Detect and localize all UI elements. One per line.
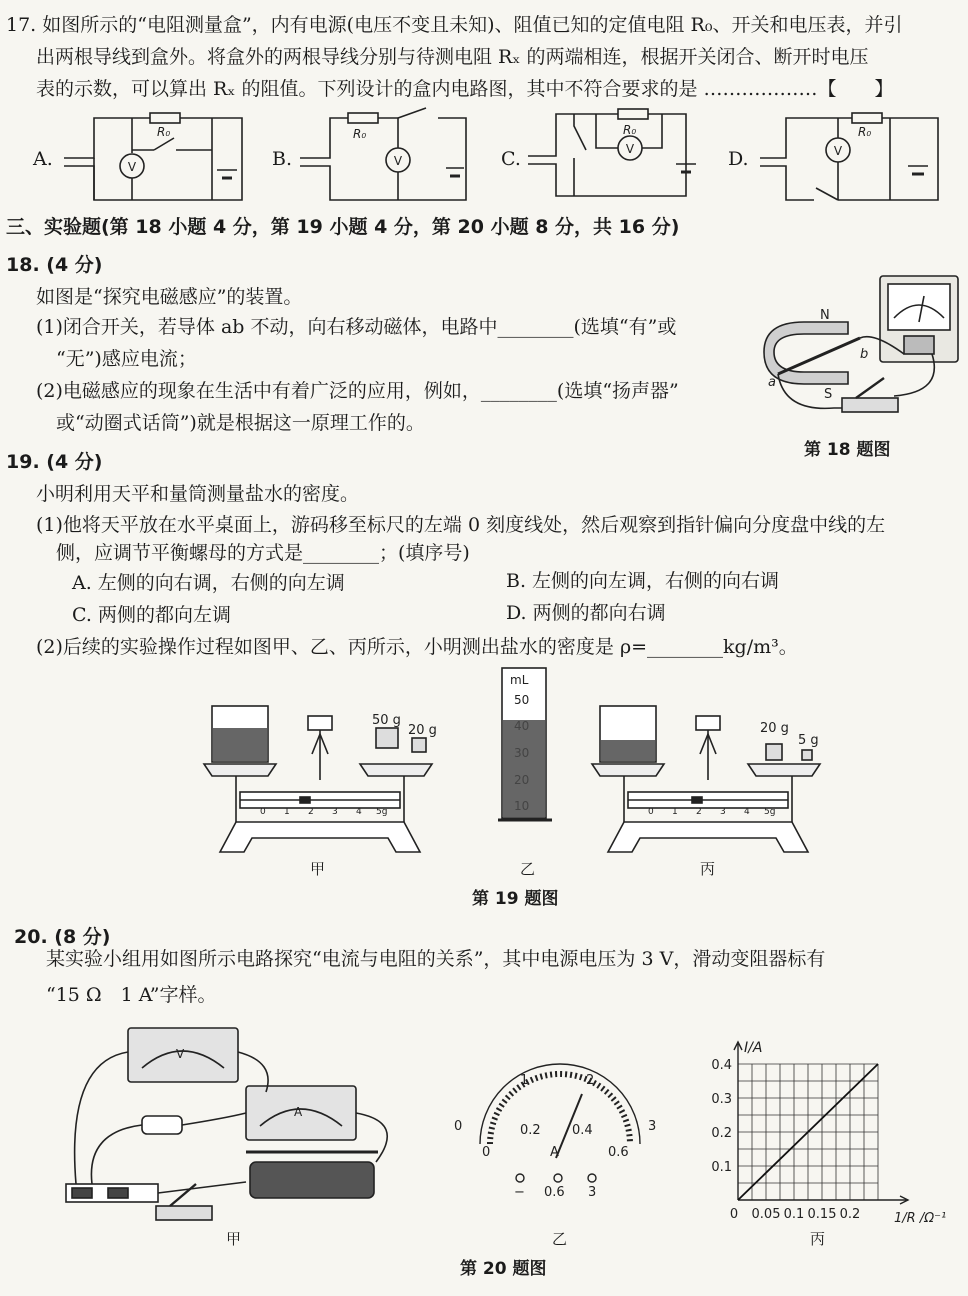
cylinder-tick-20: 20 [514,773,530,787]
q20-number: 20. (8 分) [14,926,111,948]
scale-tick-5g: 5g [764,807,776,817]
q19-intro: 小明利用天平和量筒测量盐水的密度。 [36,483,360,505]
terminal-minus: − [514,1185,525,1200]
voltmeter-label: V [833,144,843,158]
scale-tick-2: 2 [696,807,702,817]
r0-label: R₀ [157,125,171,139]
q18-part1b: “无”)感应电流； [56,348,197,370]
q19-option-a: A. 左侧的向右调，右侧的向左调 [72,572,345,594]
fig19-sub-yi: 乙 [520,860,536,878]
q17-option-b: B. [272,148,293,170]
q17-option-d: D. [728,148,749,170]
q17-line2: 出两根导线到盒外。将盒外的两根导线分别与待测电阻 Rₓ 的两端相连，根据开关闭合、断开时电压 [36,46,869,68]
cylinder-tick-40: 40 [514,719,530,733]
weight-20g-label: 20 g [408,723,437,738]
q19-part1a: (1)他将天平放在水平桌面上，游码移至标尺的左端 0 刻度线处，然后观察到指针偏向分度盘中线的左 [36,514,886,536]
circuit-b [298,108,488,208]
x-tick-label: 0.05 [751,1207,781,1222]
ammeter-a-label: A [294,1105,303,1119]
fig19-sub-bing: 丙 [700,860,716,878]
experiment-circuit [46,1022,406,1222]
q20-line2: “15 Ω 1 A”字样。 [46,984,217,1006]
dial-outer-1: 1 [520,1073,529,1088]
dial-outer-2: 2 [586,1073,595,1088]
terminal-3: 3 [588,1185,597,1200]
q19-part1b: 侧，应调节平衡螺母的方式是________；(填序号) [56,542,470,564]
voltmeter-label: V [393,154,403,168]
balance-bing [588,694,828,864]
section-heading: 三、实验题(第 18 小题 4 分，第 19 小题 4 分，第 20 小题 8 分，共 16 分) [6,216,680,238]
scale-tick-4: 4 [356,807,362,817]
magnet-south-label: S [824,387,833,402]
measuring-cylinder [498,664,558,834]
q17-option-a: A. [33,148,53,170]
fig20-sub-jia: 甲 [226,1230,242,1248]
q19-option-b: B. 左侧的向左调，右侧的向右调 [506,570,780,592]
x-tick-label: 0 [729,1207,739,1222]
y-tick-label: 0.4 [711,1058,732,1073]
q17-line3: 表的示数，可以算出 Rₓ 的阻值。下列设计的盒内电路图，其中不符合要求的是 ………………【 】 [36,78,894,100]
q19-option-c: C. 两侧的都向左调 [72,604,231,626]
scale-tick-0: 0 [648,807,654,817]
fig19-sub-jia: 甲 [310,860,326,878]
scale-tick-1: 1 [672,807,678,817]
x-tick-label: 0.2 [839,1207,861,1222]
q17-line1: 17. 如图所示的“电阻测量盒”，内有电源(电压不变且未知)、阻值已知的定值电阻 R₀、开关和电压表，并引 [6,14,903,36]
dial-inner-0.6: 0.6 [608,1145,629,1160]
dial-inner-0.2: 0.2 [520,1123,541,1138]
scale-tick-1: 1 [284,807,290,817]
conductor-end-a: a [768,375,776,390]
circuit-d [758,108,948,208]
cylinder-tick-50: 50 [514,693,530,707]
q18-number: 18. (4 分) [6,254,103,276]
scale-tick-3: 3 [720,807,726,817]
circuit-c [526,104,716,204]
q19-caption: 第 19 题图 [472,889,559,909]
q18-part2b: 或“动圈式话筒”)就是根据这一原理工作的。 [56,412,425,434]
cylinder-tick-30: 30 [514,746,530,760]
y-tick-label: 0.2 [711,1126,732,1141]
scale-tick-5g: 5g [376,807,388,817]
voltmeter-label: V [625,142,635,156]
q17-option-c: C. [501,148,521,170]
x-tick-label: 0.1 [783,1207,805,1222]
r0-label: R₀ [623,123,637,137]
em-induction-apparatus [764,272,964,422]
q18-caption: 第 18 题图 [804,440,891,460]
cylinder-tick-10: 10 [514,799,530,813]
y-axis-label: I/A [744,1040,763,1056]
weight-5g-label: 5 g [798,733,819,748]
balance-jia [200,694,440,864]
scale-tick-0: 0 [260,807,266,817]
q19-number: 19. (4 分) [6,451,103,473]
terminal-0.6: 0.6 [544,1185,565,1200]
fig20-sub-yi: 乙 [552,1230,568,1248]
q19-option-d: D. 两侧的都向右调 [506,602,666,624]
voltmeter-v-label: V [176,1047,185,1061]
dial-outer-3: 3 [648,1119,657,1134]
magnet-north-label: N [820,308,830,323]
ammeter-dial [450,1068,670,1198]
conductor-end-b: b [860,347,869,362]
q20-caption: 第 20 题图 [460,1259,547,1279]
scale-tick-3: 3 [332,807,338,817]
y-tick-label: 0.3 [711,1092,732,1107]
weight-50g-label: 50 g [372,713,401,728]
y-tick-label: 0.1 [711,1160,732,1175]
r0-label: R₀ [858,125,872,139]
scale-tick-2: 2 [308,807,314,817]
scale-tick-4: 4 [744,807,750,817]
x-tick-label: 0.15 [807,1207,837,1222]
x-axis-label: 1/R /Ω⁻¹ [894,1211,947,1226]
dial-inner-0.4: 0.4 [572,1123,593,1138]
r0-label: R₀ [353,127,367,141]
voltmeter-label: V [127,160,137,174]
fig20-sub-bing: 丙 [810,1230,826,1248]
circuit-a [62,108,252,208]
dial-unit: A [550,1145,559,1160]
i-vs-inverse-r-chart [700,1036,950,1236]
q19-part2: (2)后续的实验操作过程如图甲、乙、丙所示，小明测出盐水的密度是 ρ=________kg/m³。 [36,636,798,658]
q18-part1a: (1)闭合开关，若导体 ab 不动，向右移动磁体，电路中________(选填“有”或 [36,316,677,338]
cylinder-unit: mL [510,673,529,687]
dial-outer-0: 0 [454,1119,463,1134]
dial-inner-0: 0 [482,1145,491,1160]
q18-part2a: (2)电磁感应的现象在生活中有着广泛的应用，例如，________(选填“扬声器” [36,380,679,402]
weight-20g-label: 20 g [760,721,789,736]
q18-intro: 如图是“探究电磁感应”的装置。 [36,286,303,308]
q20-line1: 某实验小组用如图所示电路探究“电流与电阻的关系”，其中电源电压为 3 V，滑动变阻器标有 [46,948,826,970]
